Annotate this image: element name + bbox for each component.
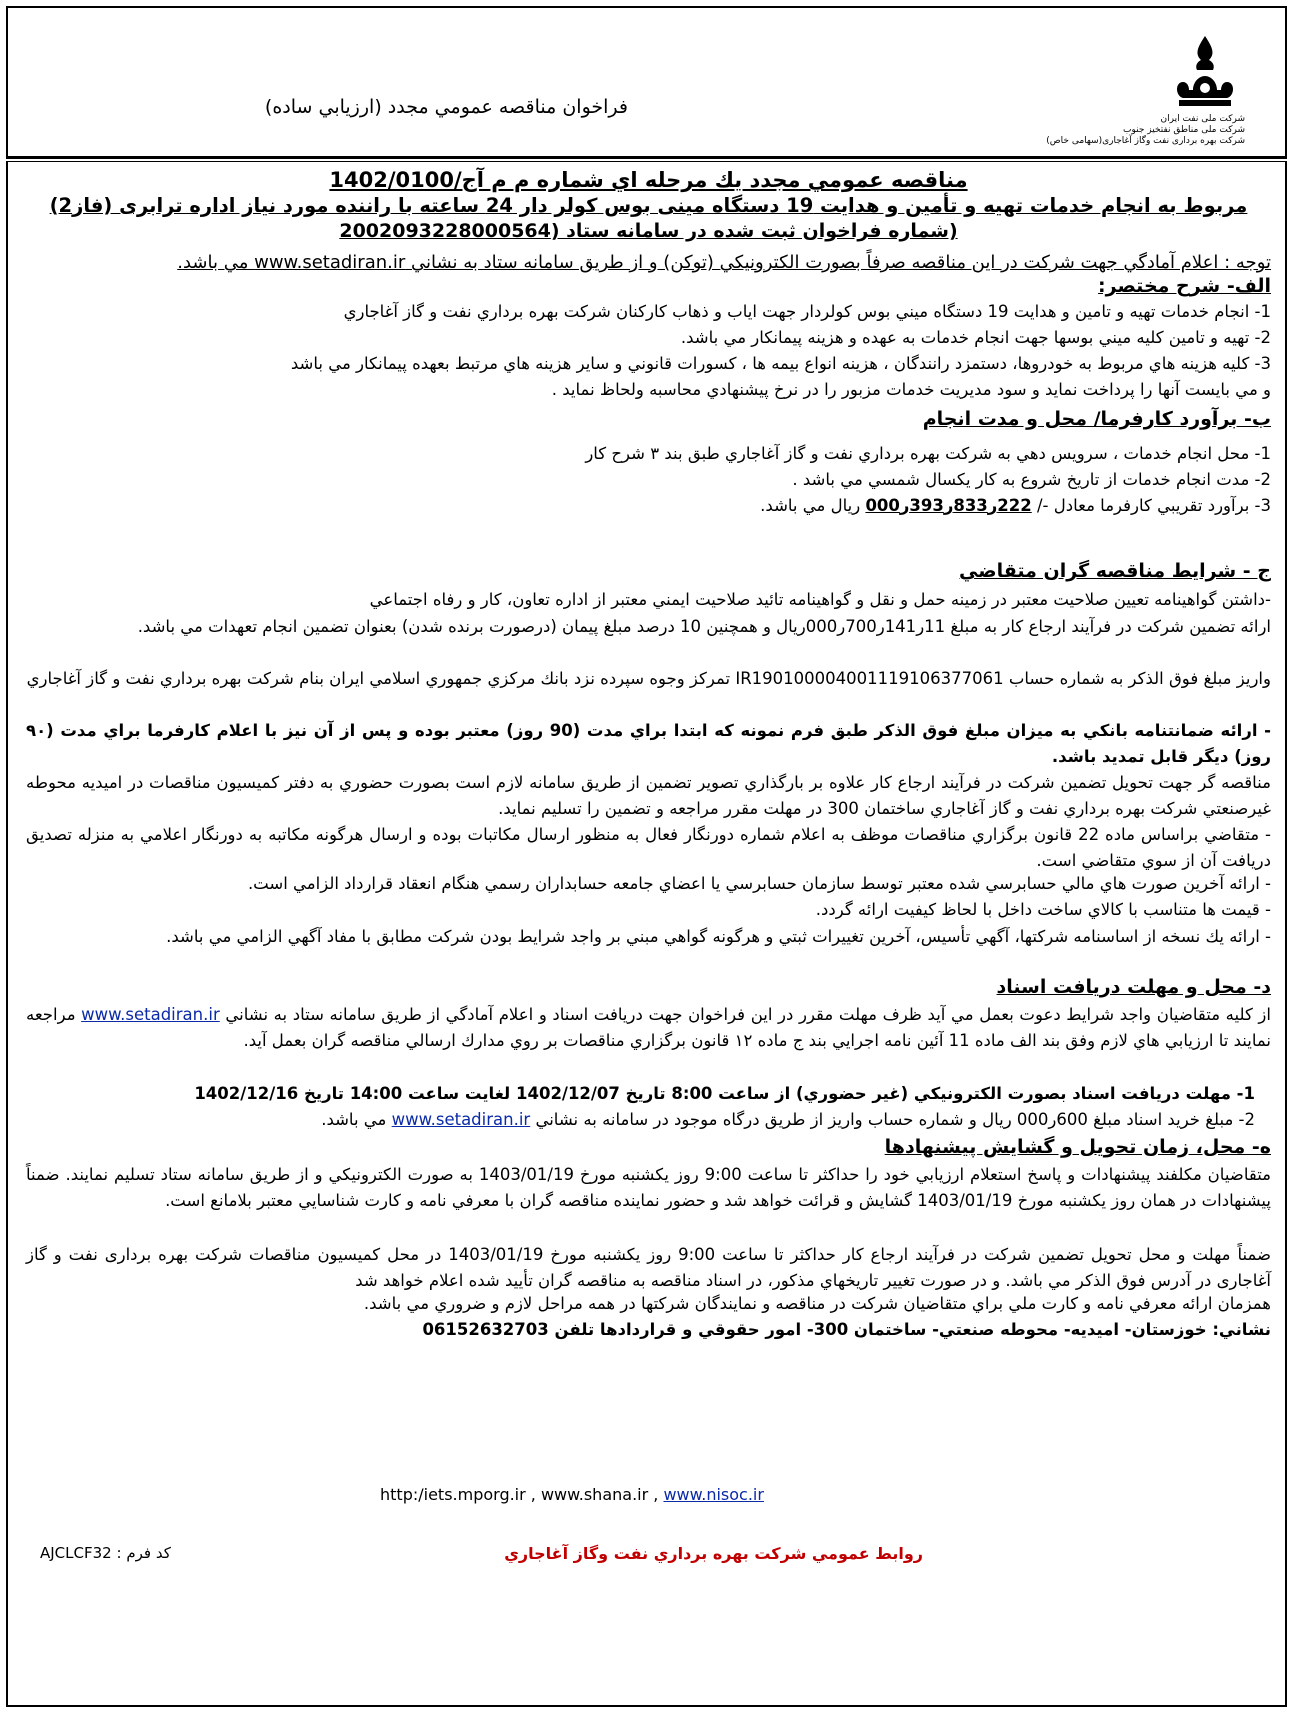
section-c-item-2: ارائه تضمين شركت در فرآيند ارجاع كار به مبلغ 11ر141ر700ر000ريال و همچنين 10 درصد مبلغ پيمان (درصورت برنده شدن) بعنوان تضمين انجام تعهدات مي باشد. — [137, 617, 1271, 636]
section-c-item-1: -داشتن گواهينامه تعيين صلاحيت معتبر در زمينه حمل و نقل و گواهينامه تائيد صلاحيت ايمني معتبر از اداره تعاون، كار و رفاه اجتماعي — [369, 590, 1271, 609]
section-a-item-1: 1- انجام خدمات تهيه و تامين و هدايت 19 دستگاه ميني بوس كولردار جهت اياب و ذهاب كاركنان شركت بهره برداري نفت و گاز آغاجاري — [343, 302, 1271, 321]
section-d-para-before: از كليه متقاضيان واجد شرايط دعوت بعمل مي آيد ظرف مهلت مقرر در اين فراخوان جهت دريافت اسناد و اعلام آمادگي از طريق سامانه ستاد به نشاني — [225, 1005, 1271, 1024]
estimate-label: 3- برآورد تقريبي كارفرما معادل -/ — [1037, 496, 1271, 515]
notice-text: توجه : اعلام آمادگي جهت شركت در اين مناقصه صرفاً بصورت الكترونيكي (توكن) و از طريق سامانه ستاد به نشاني www.setadiran.ir مي باشد. — [177, 252, 1271, 273]
main-content — [6, 162, 1287, 1707]
footer-sep-2: , — [648, 1485, 664, 1504]
estimate-suffix: ريال مي باشد. — [760, 496, 861, 515]
section-c-item-4: - ارائه ضمانتنامه بانكي به ميزان مبلغ فوق الذكر طبق فرم نمونه كه ابتدا براي مدت (90 روز) معتبر بوده و پس از آن نيز با اعلام كارفرما براي مدت (٩٠ روز) ديگر قابل تمديد باشد. — [26, 721, 1271, 766]
setadiran-link-1[interactable]: www.setadiran.ir — [81, 1005, 220, 1024]
form-code — [40, 1544, 171, 1562]
section-d-item-2-after: مي باشد. — [321, 1110, 392, 1129]
contact-address: نشاني: خوزستان- اميديه- محوطه صنعتي- ساختمان 300- امور حقوقي و قراردادها تلفن 06152632703 — [422, 1320, 1271, 1339]
section-b-item-3 — [26, 496, 1271, 515]
section-e-paragraph-1: متقاضيان مكلفند پيشنهادات و پاسخ استعلام ارزيابي خود را حداكثر تا ساعت 9:00 روز يكشنبه مورخ 1403/01/19 به صورت الكترونيكي و از طريق سامانه ستاد تسليم نمايند. ضمناً پيشنهادات در همان روز يكشنبه مورخ 1403/01/19 گشايش و قرائت خواهد شد و حضور نماينده مناقصه گران با معرفي نامه و كارت شناسايي معتبر بلامانع است. — [26, 1165, 1272, 1210]
footer-link-iets[interactable]: http:/iets.mporg.ir — [380, 1485, 526, 1504]
notice-title: فراخوان مناقصه عمومي مجدد (ارزيابي ساده) — [264, 96, 628, 118]
section-a-item-3: 3- كليه هزينه هاي مربوط به خودروها، دستمزد رانندگان ، هزينه انواع بيمه ها ، كسورات قانوني و ساير هزينه هاي مرتبط بعهده پيمانكار مي باشد — [290, 354, 1271, 373]
footer-link-nisoc[interactable]: www.nisoc.ir — [663, 1485, 764, 1504]
setadiran-link-2[interactable]: www.setadiran.ir — [391, 1110, 531, 1129]
section-d-item-2 — [10, 1110, 1255, 1129]
section-c-item-6: - متقاضي براساس ماده 22 قانون برگزاري مناقصات موظف به اعلام شماره دورنگار فعال به منظور ارسال مكاتبات بوده و ارسال هرگونه مكاتبه به دورنگار اعلامي به منزله تصديق دريافت آن از سوي متقاضي است. — [26, 825, 1271, 870]
nioc-flame-logo-icon — [1005, 32, 1245, 110]
form-code-value: AJCLCF32 — [40, 1544, 112, 1562]
section-c-item-5: مناقصه گر جهت تحويل تضمين شركت در فرآيند ارجاع كار علاوه بر بارگذاري تصوير تضمين از طريق سامانه لازم است بصورت حضوري به دفتر كميسيون مناقصات در اميديه محوطه غيرصنعتي شركت بهره برداري نفت و گاز آغاجاري ساختمان 300 در مهلت مقرر مراجعه و تضمين را تسليم نمايد. — [26, 773, 1271, 818]
logo-caption-1: شرکت ملی نفت ایران — [1160, 114, 1245, 124]
public-relations-signature: روابط عمومي شركت بهره برداري نفت وگاز آغاجاري — [504, 1544, 923, 1563]
footer-links — [380, 1485, 764, 1504]
estimate-amount: 222ر833ر393ر000 — [865, 496, 1032, 515]
tender-subject-heading: مربوط به انجام خدمات تهيه و تأمين و هدايت 19 دستگاه مينى بوس كولر دار 24 ساعته با راننده مورد نياز اداره ترابرى (فاز2) — [49, 194, 1248, 217]
section-b-item-1: 1- محل انجام خدمات ، سرويس دهي به شركت بهره برداري نفت و گاز آغاجاري طبق بند ٣ شرح كار — [585, 444, 1271, 463]
section-b-item-2: 2- مدت انجام خدمات از تاريخ شروع به كار يكسال شمسي مي باشد . — [792, 470, 1271, 489]
logo-caption-3: شرکت بهره برداری نفت وگاز آغاجاری(سهامی خاص) — [1046, 136, 1245, 146]
section-a-item-3-cont: و مي بايست آنها را پرداخت نمايد و سود مديريت خدمات مزبور را در نرخ پيشنهادي محاسبه ولحاظ نمايد . — [551, 380, 1271, 399]
section-c-item-9: - ارائه يك نسخه از اساسنامه شركتها، آگهي تأسيس، آخرين تغييرات ثبتي و هرگونه گواهي مبني بر واجد شرايط بودن شركت مطابق با مفاد آگهي الزامي مي باشد. — [166, 927, 1271, 946]
section-c-item-7: - ارائه آخرين صورت هاي مالي حسابرسي شده معتبر توسط سازمان حسابرسي يا اعضاي جامعه حسابداران رسمي هنگام انعقاد قرارداد الزامي است. — [247, 874, 1271, 893]
section-e-title: ه- محل، زمان تحويل و گشايش پيشنهادها — [884, 1136, 1271, 1158]
footer-link-shana[interactable]: www.shana.ir — [540, 1485, 649, 1504]
section-d-item-2-before: 2- مبلغ خريد اسناد مبلغ 600ر000 ريال و شماره حساب واريز از طريق درگاه موجود در سامانه به نشاني — [530, 1110, 1255, 1129]
section-e-paragraph-2: ضمناً مهلت و محل تحويل تضمين شركت در فرآيند ارجاع كار حداكثر تا ساعت 9:00 روز يكشنبه مورخ 1403/01/19 در محل كميسيون مناقصات شركت بهره برداری نفت و گاز آغاجاری در آدرس فوق الذكر مي باشد. و در صورت تغيير تاريخهاي مذكور، در اسناد مناقصه به مناقصه گران تأييد شده اعلام خواهد شد — [26, 1245, 1271, 1290]
tender-registration-number: (شماره فراخوان ثبت شده در سامانه ستاد (2002093228000564 — [339, 220, 958, 242]
section-c-item-8: - قيمت ها متناسب با كالاي ساخت داخل با لحاظ كيفيت ارائه گردد. — [815, 900, 1271, 919]
company-logo — [1005, 32, 1245, 157]
section-b-title: ب- برآورد كارفرما/ محل و مدت انجام — [922, 408, 1271, 430]
section-a-title: الف- شرح مختصر: — [1098, 275, 1271, 297]
header-box — [6, 6, 1287, 158]
section-c-title: ج - شرايط مناقصه گران متقاضي — [959, 560, 1271, 582]
logo-caption-2: شرکت ملی مناطق نفتخیز جنوب — [1123, 125, 1245, 135]
footer-sep-1: , — [525, 1485, 541, 1504]
tender-number-heading: مناقصه عمومي مجدد يك مرحله اي شماره م م آج/1402/0100 — [329, 168, 968, 192]
form-code-label: كد فرم : — [116, 1544, 171, 1562]
section-e-paragraph-3: همزمان ارائه معرفي نامه و كارت ملي براي متقاضيان شركت در مناقصه و نمايندگان شركتها در همه مراحل لازم و ضروري مي باشد. — [363, 1294, 1271, 1313]
section-c-item-3: واريز مبلغ فوق الذكر به شماره حساب IR190100004001119106377061 تمركز وجوه سپرده نزد بانك مركزي جمهوري اسلامي ايران بنام شركت بهره برداري نفت و گاز آغاجاري — [26, 669, 1271, 688]
section-a-item-2: 2- تهيه و تامين كليه ميني بوسها جهت انجام خدمات به عهده و هزينه پيمانكار مي باشد. — [680, 328, 1271, 347]
section-d-paragraph — [26, 1002, 1271, 1054]
section-d-title: د- محل و مهلت دريافت اسناد — [996, 976, 1271, 998]
section-d-item-1: 1- مهلت دريافت اسناد بصورت الكترونيكي (غير حضوري) از ساعت 8:00 تاريخ 1402/12/07 لغايت ساعت 14:00 تاريخ 1402/12/16 — [194, 1084, 1255, 1103]
section-d-para-after: مراجعه نمايند تا ارزيابي هاي لازم وفق بند الف ماده 11 آئين نامه اجرايي بند ج ماده ١٢ قانون برگزاري مناقصات بر روي مدارك ارسالي مناقصه گران بعمل آيد. — [26, 1005, 1271, 1050]
